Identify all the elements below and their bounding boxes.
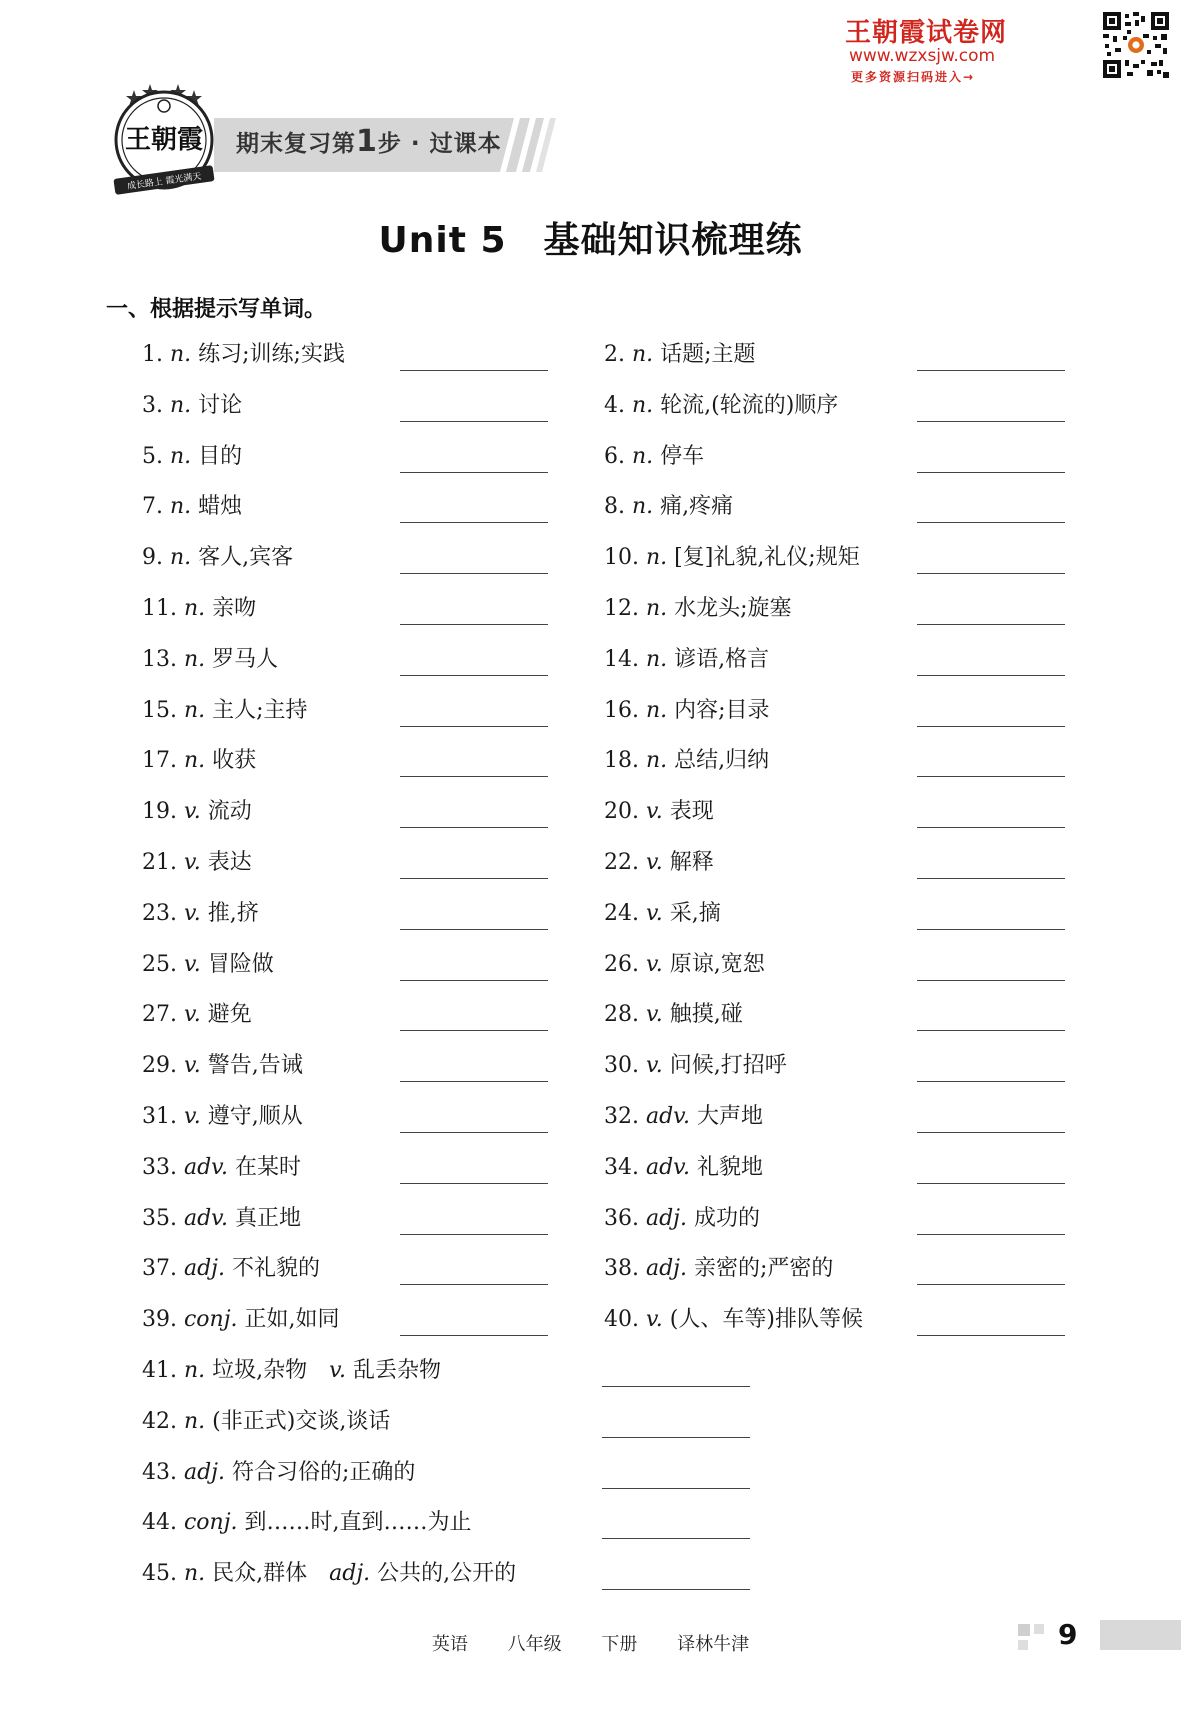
list-item [604, 543, 860, 573]
answer-blank[interactable] [917, 1081, 1065, 1082]
item-number: 1. [142, 342, 170, 367]
item-number: 28. [604, 1002, 646, 1028]
list-item [604, 1204, 760, 1234]
item-meaning: 真正地 [228, 1205, 301, 1231]
answer-blank[interactable] [400, 827, 548, 828]
part-of-speech: n. [631, 443, 654, 469]
item-meaning: 亲吻 [205, 596, 257, 621]
item-meaning: 客人,宾客 [191, 545, 294, 571]
answer-blank[interactable] [917, 1132, 1065, 1133]
item-number: 26. [604, 951, 646, 977]
item-meaning: 表达 [200, 850, 252, 875]
answer-blank[interactable] [917, 929, 1065, 930]
item-meaning: 推,挤 [200, 900, 259, 926]
answer-blank[interactable] [400, 929, 548, 930]
list-item [142, 1051, 303, 1081]
item-meaning: 遵守,顺从 [200, 1104, 303, 1129]
item-number: 29. [142, 1053, 184, 1079]
answer-blank[interactable] [917, 1030, 1065, 1031]
answer-blank[interactable] [400, 980, 548, 981]
answer-blank[interactable] [400, 776, 548, 777]
answer-blank[interactable] [917, 675, 1065, 676]
list-item [142, 696, 308, 726]
item-meaning: 不礼貌的 [225, 1256, 320, 1282]
item-meaning: 罗马人 [205, 646, 279, 672]
item-meaning: 垃圾,杂物 [205, 1358, 308, 1383]
item-number: 34. [604, 1154, 646, 1180]
item-number: 22. [604, 850, 646, 875]
part-of-speech: n. [169, 545, 192, 571]
answer-blank[interactable] [400, 675, 548, 676]
item-meaning: 问候,打招呼 [662, 1053, 787, 1079]
list-item [604, 1102, 763, 1132]
answer-blank[interactable] [917, 776, 1065, 777]
item-meaning: 原谅,宽恕 [662, 951, 765, 977]
part-of-speech: v. [183, 900, 201, 926]
list-item [142, 746, 256, 776]
item-meaning: 大声地 [690, 1104, 763, 1129]
answer-blank[interactable] [917, 827, 1065, 828]
part-of-speech: v. [307, 1358, 346, 1383]
part-of-speech: adv. [645, 1104, 690, 1129]
answer-blank[interactable] [400, 1132, 548, 1133]
part-of-speech: adv. [183, 1154, 228, 1180]
answer-blank[interactable] [400, 878, 548, 879]
answer-blank[interactable] [400, 370, 548, 371]
part-of-speech: v. [645, 951, 663, 977]
item-number: 44. [142, 1510, 184, 1536]
answer-blank[interactable] [917, 573, 1065, 574]
item-number: 7. [142, 494, 170, 520]
item-number: 13. [142, 646, 184, 672]
answer-blank[interactable] [400, 472, 548, 473]
answer-blank[interactable] [917, 878, 1065, 879]
item-meaning: 到……时,直到……为止 [237, 1510, 472, 1536]
part-of-speech: n. [169, 494, 192, 520]
item-number: 20. [604, 799, 646, 825]
part-of-speech: n. [183, 646, 206, 672]
list-item [142, 1407, 390, 1437]
list-item [604, 645, 769, 675]
item-number: 15. [142, 697, 184, 723]
answer-blank[interactable] [917, 472, 1065, 473]
list-item [604, 492, 733, 522]
footer-info [0, 1630, 1181, 1656]
list-item [604, 746, 769, 776]
item-number: 18. [604, 748, 646, 774]
list-item [604, 442, 704, 472]
answer-blank[interactable] [917, 1234, 1065, 1235]
brand-tip: 更多资源扫码进入→ [851, 70, 976, 84]
item-meaning: 收获 [205, 748, 257, 774]
answer-blank[interactable] [917, 980, 1065, 981]
list-item [142, 492, 242, 522]
list-item [604, 950, 765, 980]
answer-blank[interactable] [917, 370, 1065, 371]
part-of-speech: v. [645, 799, 663, 825]
answer-blank[interactable] [602, 1589, 750, 1590]
answer-blank[interactable] [917, 726, 1065, 727]
item-meaning: 轮流,(轮流的)顺序 [653, 392, 839, 418]
part-of-speech: v. [183, 850, 201, 875]
list-item [142, 391, 242, 421]
item-number: 21. [142, 850, 184, 875]
item-number: 30. [604, 1053, 646, 1079]
item-meaning: (人、车等)排队等候 [662, 1307, 863, 1333]
item-number: 17. [142, 748, 184, 774]
answer-blank[interactable] [917, 1335, 1065, 1336]
part-of-speech: v. [183, 951, 201, 977]
item-number: 19. [142, 799, 184, 825]
item-meaning: 谚语,格言 [667, 646, 770, 672]
answer-blank[interactable] [602, 1437, 750, 1438]
item-number: 4. [604, 392, 632, 418]
list-item [142, 594, 256, 624]
item-number: 9. [142, 545, 170, 571]
footer-edition: 译林牛津 [677, 1634, 750, 1655]
list-item [142, 1508, 472, 1538]
part-of-speech: adv. [645, 1154, 690, 1180]
part-of-speech: n. [169, 342, 192, 367]
section-heading: 一、根据提示写单词。 [106, 297, 327, 322]
answer-blank[interactable] [602, 1538, 750, 1539]
item-number: 14. [604, 646, 646, 672]
list-item [142, 797, 252, 827]
item-number: 5. [142, 443, 170, 469]
brand-url[interactable]: www.wzxsjw.com [849, 46, 996, 66]
item-number: 42. [142, 1408, 184, 1434]
part-of-speech: n. [183, 697, 206, 723]
list-item [142, 1458, 415, 1488]
list-item [604, 1305, 863, 1335]
list-item [142, 950, 274, 980]
part-of-speech: n. [169, 392, 192, 418]
item-number: 23. [142, 900, 184, 926]
answer-blank[interactable] [400, 1183, 548, 1184]
part-of-speech: v. [645, 1307, 663, 1333]
part-of-speech: adj. [183, 1459, 225, 1485]
answer-blank[interactable] [400, 573, 548, 574]
list-item [142, 1559, 516, 1589]
page-number: 9 [1058, 1618, 1078, 1651]
part-of-speech: adj. [645, 1205, 687, 1231]
part-of-speech: conj. [183, 1307, 238, 1333]
brand-name: 王朝霞试卷网 [845, 18, 1008, 48]
part-of-speech: n. [169, 443, 192, 469]
item-meaning: 成功的 [687, 1205, 760, 1231]
list-item [142, 543, 293, 573]
item-meaning: 流动 [200, 799, 252, 825]
item-number: 36. [604, 1205, 646, 1231]
item-number: 11. [142, 596, 184, 621]
part-of-speech: adv. [183, 1205, 228, 1231]
list-item [142, 1254, 320, 1284]
footer-subject: 英语 [431, 1634, 468, 1655]
answer-blank[interactable] [917, 1284, 1065, 1285]
item-meaning: 目的 [191, 443, 243, 469]
item-meaning: 民众,群体 [205, 1561, 308, 1587]
part-of-speech: n. [645, 697, 668, 723]
answer-blank[interactable] [400, 624, 548, 625]
item-number: 38. [604, 1256, 646, 1282]
part-of-speech: v. [183, 1104, 201, 1129]
item-meaning: 正如,如同 [237, 1307, 340, 1333]
list-item [604, 1000, 743, 1030]
part-of-speech: n. [183, 596, 206, 621]
item-meaning: 礼貌地 [690, 1154, 763, 1180]
list-item [604, 899, 721, 929]
page-title: Unit 5 基础知识梳理练 [378, 220, 803, 261]
answer-blank[interactable] [917, 1183, 1065, 1184]
item-number: 43. [142, 1459, 184, 1485]
item-meaning: 警告,告诫 [200, 1053, 303, 1079]
list-item [604, 1254, 833, 1284]
part-of-speech: n. [183, 1561, 206, 1587]
item-number: 10. [604, 545, 646, 571]
list-item [142, 442, 242, 472]
logo-text: 王朝霞 [124, 125, 204, 155]
list-item [604, 1153, 763, 1183]
answer-blank[interactable] [400, 1030, 548, 1031]
list-item [142, 1102, 303, 1132]
part-of-speech: n. [183, 1358, 206, 1383]
part-of-speech: adj. [307, 1561, 371, 1587]
item-number: 3. [142, 392, 170, 418]
item-number: 37. [142, 1256, 184, 1282]
list-item [604, 1051, 787, 1081]
page-corner-decoration-icon [1018, 1622, 1050, 1654]
list-item [604, 391, 838, 421]
part-of-speech: n. [645, 596, 668, 621]
list-item [604, 696, 770, 726]
part-of-speech: adj. [183, 1256, 225, 1282]
item-meaning: 痛,疼痛 [653, 494, 734, 520]
item-meaning: 总结,归纳 [667, 748, 770, 774]
item-number: 16. [604, 697, 646, 723]
item-number: 31. [142, 1104, 184, 1129]
answer-blank[interactable] [400, 726, 548, 727]
page-number-bar [1100, 1620, 1181, 1650]
item-meaning: (非正式)交谈,谈话 [205, 1408, 391, 1434]
item-number: 32. [604, 1104, 646, 1129]
item-number: 40. [604, 1307, 646, 1333]
part-of-speech: v. [183, 1053, 201, 1079]
part-of-speech: v. [645, 1053, 663, 1079]
item-number: 12. [604, 596, 646, 621]
item-meaning: 冒险做 [200, 951, 274, 977]
part-of-speech: n. [183, 1408, 206, 1434]
answer-blank[interactable] [400, 1284, 548, 1285]
list-item [142, 1356, 441, 1386]
item-meaning: 表现 [662, 799, 714, 825]
item-number: 2. [604, 342, 632, 367]
list-item [142, 1204, 301, 1234]
item-meaning: [复]礼貌,礼仪;规矩 [667, 545, 860, 571]
item-meaning: 话题;主题 [653, 342, 756, 367]
part-of-speech: v. [645, 850, 663, 875]
item-number: 25. [142, 951, 184, 977]
part-of-speech: n. [645, 545, 668, 571]
part-of-speech: n. [631, 342, 654, 367]
item-number: 8. [604, 494, 632, 520]
item-meaning: 公共的,公开的 [370, 1561, 517, 1587]
logo-ribbon: 成长路上 霞光满天 [126, 171, 203, 193]
part-of-speech: n. [183, 748, 206, 774]
footer-term: 下册 [601, 1634, 638, 1655]
item-meaning: 水龙头;旋塞 [667, 596, 792, 621]
part-of-speech: v. [645, 1002, 663, 1028]
item-meaning: 符合习俗的;正确的 [225, 1459, 416, 1485]
footer-grade: 八年级 [507, 1634, 562, 1655]
item-meaning: 乱丢杂物 [345, 1358, 441, 1383]
item-number: 35. [142, 1205, 184, 1231]
item-meaning: 停车 [653, 443, 705, 469]
part-of-speech: n. [645, 748, 668, 774]
part-of-speech: n. [631, 392, 654, 418]
item-number: 27. [142, 1002, 184, 1028]
item-meaning: 练习;训练;实践 [191, 342, 345, 367]
answer-blank[interactable] [917, 624, 1065, 625]
list-item [142, 1000, 252, 1030]
item-meaning: 采,摘 [662, 900, 721, 926]
item-meaning: 触摸,碰 [662, 1002, 743, 1028]
answer-blank[interactable] [400, 421, 548, 422]
item-meaning: 避免 [200, 1002, 252, 1028]
part-of-speech: n. [631, 494, 654, 520]
part-of-speech: v. [183, 1002, 201, 1028]
part-of-speech: adj. [645, 1256, 687, 1282]
item-meaning: 主人;主持 [205, 697, 308, 723]
item-meaning: 亲密的;严密的 [687, 1256, 834, 1282]
answer-blank[interactable] [602, 1488, 750, 1489]
list-item [142, 340, 345, 370]
item-meaning: 讨论 [191, 392, 243, 418]
list-item [142, 1305, 340, 1335]
list-item [142, 848, 252, 878]
answer-blank[interactable] [400, 1081, 548, 1082]
answer-blank[interactable] [917, 421, 1065, 422]
answer-blank[interactable] [602, 1386, 750, 1387]
item-meaning: 蜡烛 [191, 494, 243, 520]
part-of-speech: conj. [183, 1510, 238, 1536]
item-meaning: 内容;目录 [667, 697, 770, 723]
item-number: 45. [142, 1561, 184, 1587]
list-item [604, 797, 714, 827]
item-number: 33. [142, 1154, 184, 1180]
part-of-speech: v. [645, 900, 663, 926]
list-item [142, 645, 278, 675]
answer-blank[interactable] [917, 522, 1065, 523]
part-of-speech: v. [183, 799, 201, 825]
item-number: 24. [604, 900, 646, 926]
item-number: 39. [142, 1307, 184, 1333]
answer-blank[interactable] [400, 522, 548, 523]
list-item [604, 594, 792, 624]
list-item [142, 1153, 301, 1183]
item-meaning: 解释 [662, 850, 714, 875]
list-item [604, 340, 756, 370]
answer-blank[interactable] [400, 1234, 548, 1235]
list-item [604, 848, 714, 878]
list-item [142, 899, 259, 929]
item-number: 6. [604, 443, 632, 469]
answer-blank[interactable] [400, 1335, 548, 1336]
part-of-speech: n. [645, 646, 668, 672]
banner-text: 期末复习第1步 · 过课本 [236, 124, 502, 159]
item-meaning: 在某时 [228, 1154, 301, 1180]
item-number: 41. [142, 1358, 184, 1383]
